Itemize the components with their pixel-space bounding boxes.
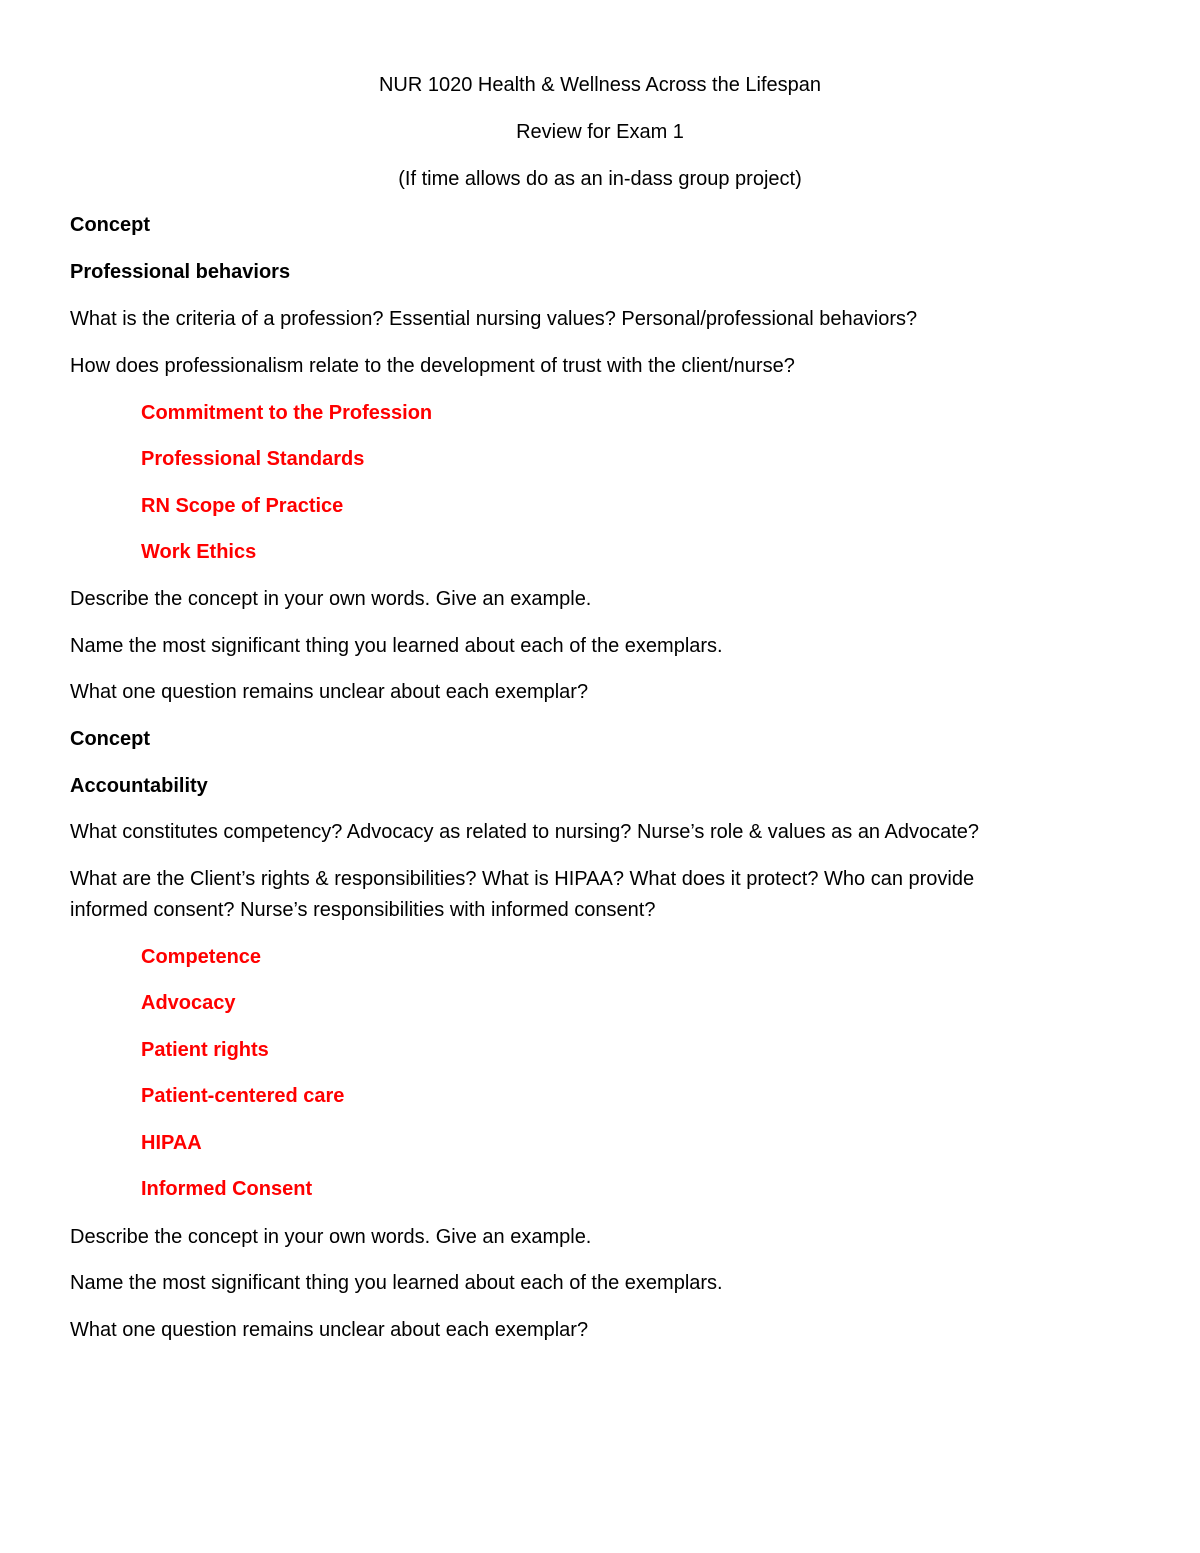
section2-question-2-line1: What are the Client’s rights & responsibilities? What is HIPAA? What does it protect? Who can provide — [70, 868, 975, 890]
section1-concept-label: Concept — [70, 214, 150, 236]
section2-exemplar: HIPAA — [141, 1132, 202, 1154]
section1-exemplar: Professional Standards — [141, 448, 365, 470]
section1-question-1: What is the criteria of a profession? Essential nursing values? Personal/professional behaviors? — [70, 308, 918, 330]
section2-exemplar: Patient rights — [141, 1039, 269, 1061]
section1-prompt-describe: Describe the concept in your own words. Give an example. — [70, 588, 592, 610]
section2-prompt-significant: Name the most significant thing you learned about each of the exemplars. — [70, 1272, 723, 1294]
section1-prompt-significant: Name the most significant thing you learned about each of the exemplars. — [70, 635, 723, 657]
section2-concept-label: Concept — [70, 728, 150, 750]
section2-prompt-unclear: What one question remains unclear about each exemplar? — [70, 1319, 589, 1341]
section2-exemplar: Informed Consent — [141, 1178, 313, 1200]
section2-question-2-line2: informed consent? Nurse’s responsibilities with informed consent? — [70, 899, 656, 921]
section1-exemplar: Commitment to the Profession — [141, 402, 433, 424]
section2-prompt-describe: Describe the concept in your own words. Give an example. — [70, 1226, 592, 1248]
section1-question-2: How does professionalism relate to the development of trust with the client/nurse? — [70, 355, 795, 377]
section2-exemplar: Patient-centered care — [141, 1085, 345, 1107]
document-title: NUR 1020 Health & Wellness Across the Lifespan — [378, 74, 822, 96]
document-subtitle: Review for Exam 1 — [516, 121, 684, 143]
section1-exemplar: RN Scope of Practice — [141, 495, 344, 517]
section2-exemplar: Advocacy — [141, 992, 236, 1014]
document-note: (If time allows do as an in-dass group project) — [398, 168, 802, 190]
section1-prompt-unclear: What one question remains unclear about each exemplar? — [70, 681, 589, 703]
section2-concept-name: Accountability — [70, 775, 208, 797]
section2-exemplar: Competence — [141, 946, 262, 968]
section2-question-1: What constitutes competency? Advocacy as related to nursing? Nurse’s role & values as an Advocate? — [70, 821, 980, 843]
section1-concept-name: Professional behaviors — [70, 261, 291, 283]
section1-exemplar: Work Ethics — [141, 541, 257, 563]
